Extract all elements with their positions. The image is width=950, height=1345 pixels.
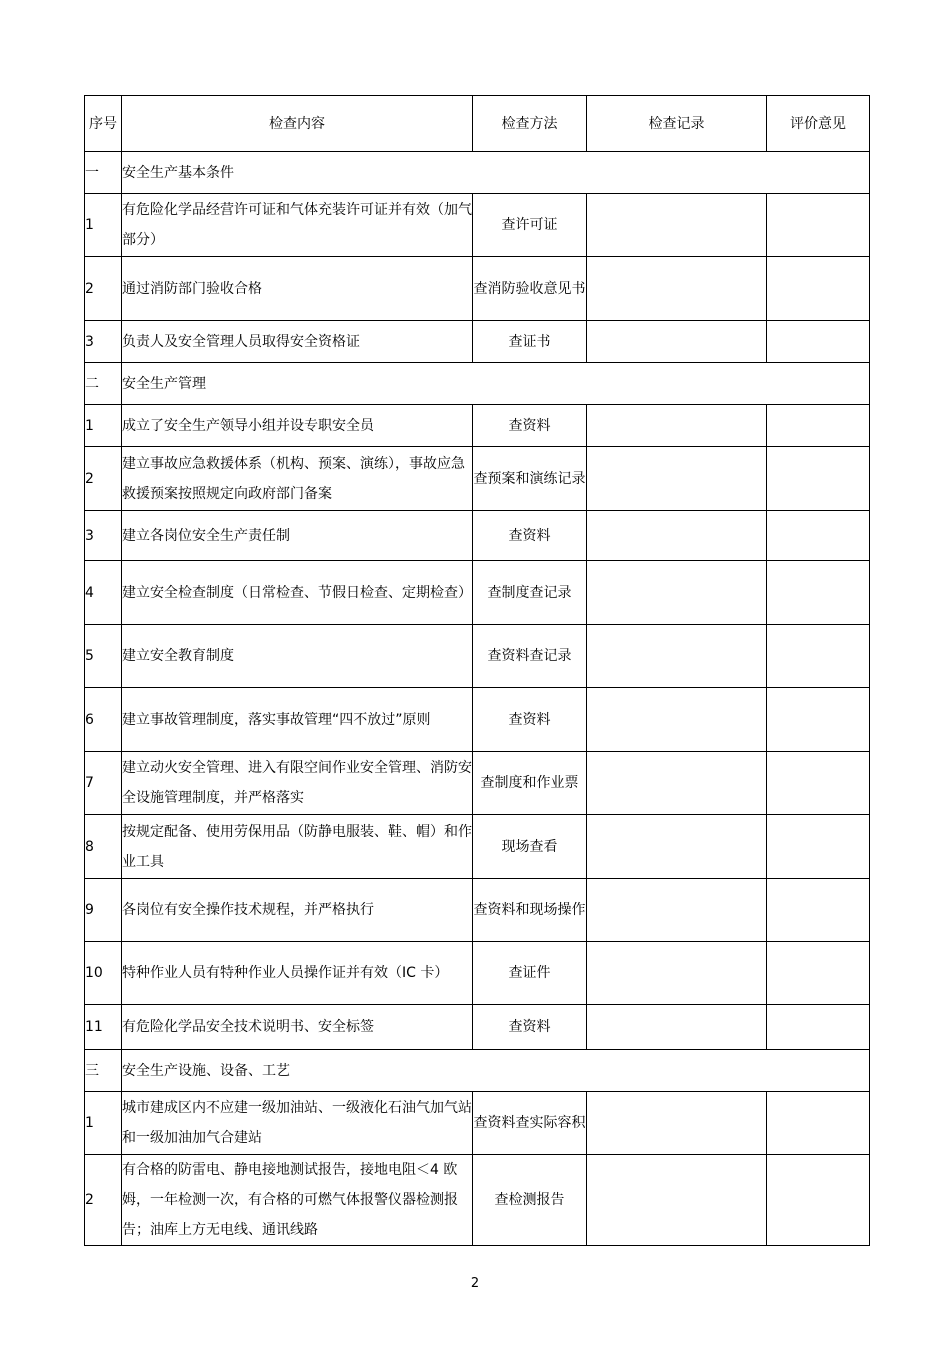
header-content: 检查内容 (122, 96, 473, 152)
row-content: 建立动火安全管理、进入有限空间作业安全管理、消防安全设施管理制度，并严格落实 (122, 752, 473, 815)
opinion-cell (767, 625, 870, 688)
row-content: 通过消防部门验收合格 (122, 257, 473, 321)
table-row (85, 688, 870, 752)
record-cell (587, 321, 767, 363)
table-row (85, 447, 870, 511)
table-row (85, 511, 870, 561)
row-number: 3 (85, 511, 122, 561)
row-content: 有危险化学品经营许可证和气体充装许可证并有效（加气部分） (122, 194, 473, 257)
opinion-cell (767, 815, 870, 879)
opinion-cell (767, 194, 870, 257)
row-method: 查资料 (473, 688, 587, 752)
row-number: 1 (85, 194, 122, 257)
table-row (85, 752, 870, 815)
row-method: 查证件 (473, 942, 587, 1005)
row-content: 特种作业人员有特种作业人员操作证并有效（IC 卡） (122, 942, 473, 1005)
row-method: 查资料查实际容积 (473, 1092, 587, 1155)
header-opinion: 评价意见 (767, 96, 870, 152)
row-method: 查资料查记录 (473, 625, 587, 688)
row-method: 查制度和作业票 (473, 752, 587, 815)
row-content: 建立事故管理制度，落实事故管理“四不放过”原则 (122, 688, 473, 752)
row-method: 查资料 (473, 405, 587, 447)
section-number: 三 (85, 1050, 122, 1092)
table-row (85, 879, 870, 942)
section-row (85, 152, 870, 194)
row-method: 查资料和现场操作 (473, 879, 587, 942)
record-cell (587, 511, 767, 561)
section-number: 一 (85, 152, 122, 194)
row-number: 5 (85, 625, 122, 688)
record-cell (587, 1155, 767, 1246)
table-row (85, 561, 870, 625)
row-number: 2 (85, 1155, 122, 1246)
row-content: 建立安全检查制度（日常检查、节假日检查、定期检查） (122, 561, 473, 625)
header-seq: 序号 (85, 96, 122, 152)
opinion-cell (767, 561, 870, 625)
inspection-table (84, 95, 870, 1246)
opinion-cell (767, 511, 870, 561)
table-row (85, 815, 870, 879)
row-number: 9 (85, 879, 122, 942)
row-content: 有合格的防雷电、静电接地测试报告，接地电阻＜4 欧姆，一年检测一次，有合格的可燃气体报警仪器检测报告；油库上方无电线、通讯线路 (122, 1155, 473, 1246)
opinion-cell (767, 257, 870, 321)
table-row (85, 257, 870, 321)
header-method: 检查方法 (473, 96, 587, 152)
record-cell (587, 815, 767, 879)
row-method: 查资料 (473, 1005, 587, 1050)
record-cell (587, 942, 767, 1005)
record-cell (587, 625, 767, 688)
table-body (85, 152, 870, 1246)
record-cell (587, 688, 767, 752)
section-number: 二 (85, 363, 122, 405)
opinion-cell (767, 752, 870, 815)
row-number: 1 (85, 405, 122, 447)
table-row (85, 1092, 870, 1155)
table-row (85, 942, 870, 1005)
row-method: 查证书 (473, 321, 587, 363)
row-method: 现场查看 (473, 815, 587, 879)
row-number: 6 (85, 688, 122, 752)
row-content: 成立了安全生产领导小组并设专职安全员 (122, 405, 473, 447)
record-cell (587, 561, 767, 625)
opinion-cell (767, 321, 870, 363)
record-cell (587, 447, 767, 511)
row-number: 4 (85, 561, 122, 625)
row-content: 建立事故应急救援体系（机构、预案、演练），事故应急救援预案按照规定向政府部门备案 (122, 447, 473, 511)
section-title: 安全生产基本条件 (122, 152, 870, 194)
opinion-cell (767, 1005, 870, 1050)
row-content: 城市建成区内不应建一级加油站、一级液化石油气加气站和一级加油加气合建站 (122, 1092, 473, 1155)
row-method: 查许可证 (473, 194, 587, 257)
row-content: 负责人及安全管理人员取得安全资格证 (122, 321, 473, 363)
row-number: 10 (85, 942, 122, 1005)
opinion-cell (767, 405, 870, 447)
opinion-cell (767, 879, 870, 942)
section-title: 安全生产设施、设备、工艺 (122, 1050, 870, 1092)
record-cell (587, 1092, 767, 1155)
row-number: 11 (85, 1005, 122, 1050)
record-cell (587, 752, 767, 815)
record-cell (587, 194, 767, 257)
record-cell (587, 257, 767, 321)
table-row (85, 321, 870, 363)
opinion-cell (767, 1092, 870, 1155)
page-number: 2 (470, 1276, 480, 1291)
record-cell (587, 1005, 767, 1050)
opinion-cell (767, 447, 870, 511)
table-row (85, 625, 870, 688)
record-cell (587, 405, 767, 447)
table-row (85, 1005, 870, 1050)
row-number: 1 (85, 1092, 122, 1155)
row-number: 3 (85, 321, 122, 363)
opinion-cell (767, 688, 870, 752)
row-method: 查检测报告 (473, 1155, 587, 1246)
row-method: 查资料 (473, 511, 587, 561)
row-method: 查消防验收意见书 (473, 257, 587, 321)
row-number: 2 (85, 447, 122, 511)
row-content: 各岗位有安全操作技术规程，并严格执行 (122, 879, 473, 942)
row-number: 8 (85, 815, 122, 879)
table-row (85, 194, 870, 257)
record-cell (587, 879, 767, 942)
row-content: 建立安全教育制度 (122, 625, 473, 688)
section-row (85, 363, 870, 405)
row-content: 有危险化学品安全技术说明书、安全标签 (122, 1005, 473, 1050)
row-number: 7 (85, 752, 122, 815)
row-number: 2 (85, 257, 122, 321)
header-row (85, 96, 870, 152)
table-row (85, 405, 870, 447)
row-method: 查制度查记录 (473, 561, 587, 625)
opinion-cell (767, 942, 870, 1005)
section-row (85, 1050, 870, 1092)
row-method: 查预案和演练记录 (473, 447, 587, 511)
table-row (85, 1155, 870, 1246)
header-record: 检查记录 (587, 96, 767, 152)
row-content: 建立各岗位安全生产责任制 (122, 511, 473, 561)
row-content: 按规定配备、使用劳保用品（防静电服装、鞋、帽）和作业工具 (122, 815, 473, 879)
section-title: 安全生产管理 (122, 363, 870, 405)
opinion-cell (767, 1155, 870, 1246)
